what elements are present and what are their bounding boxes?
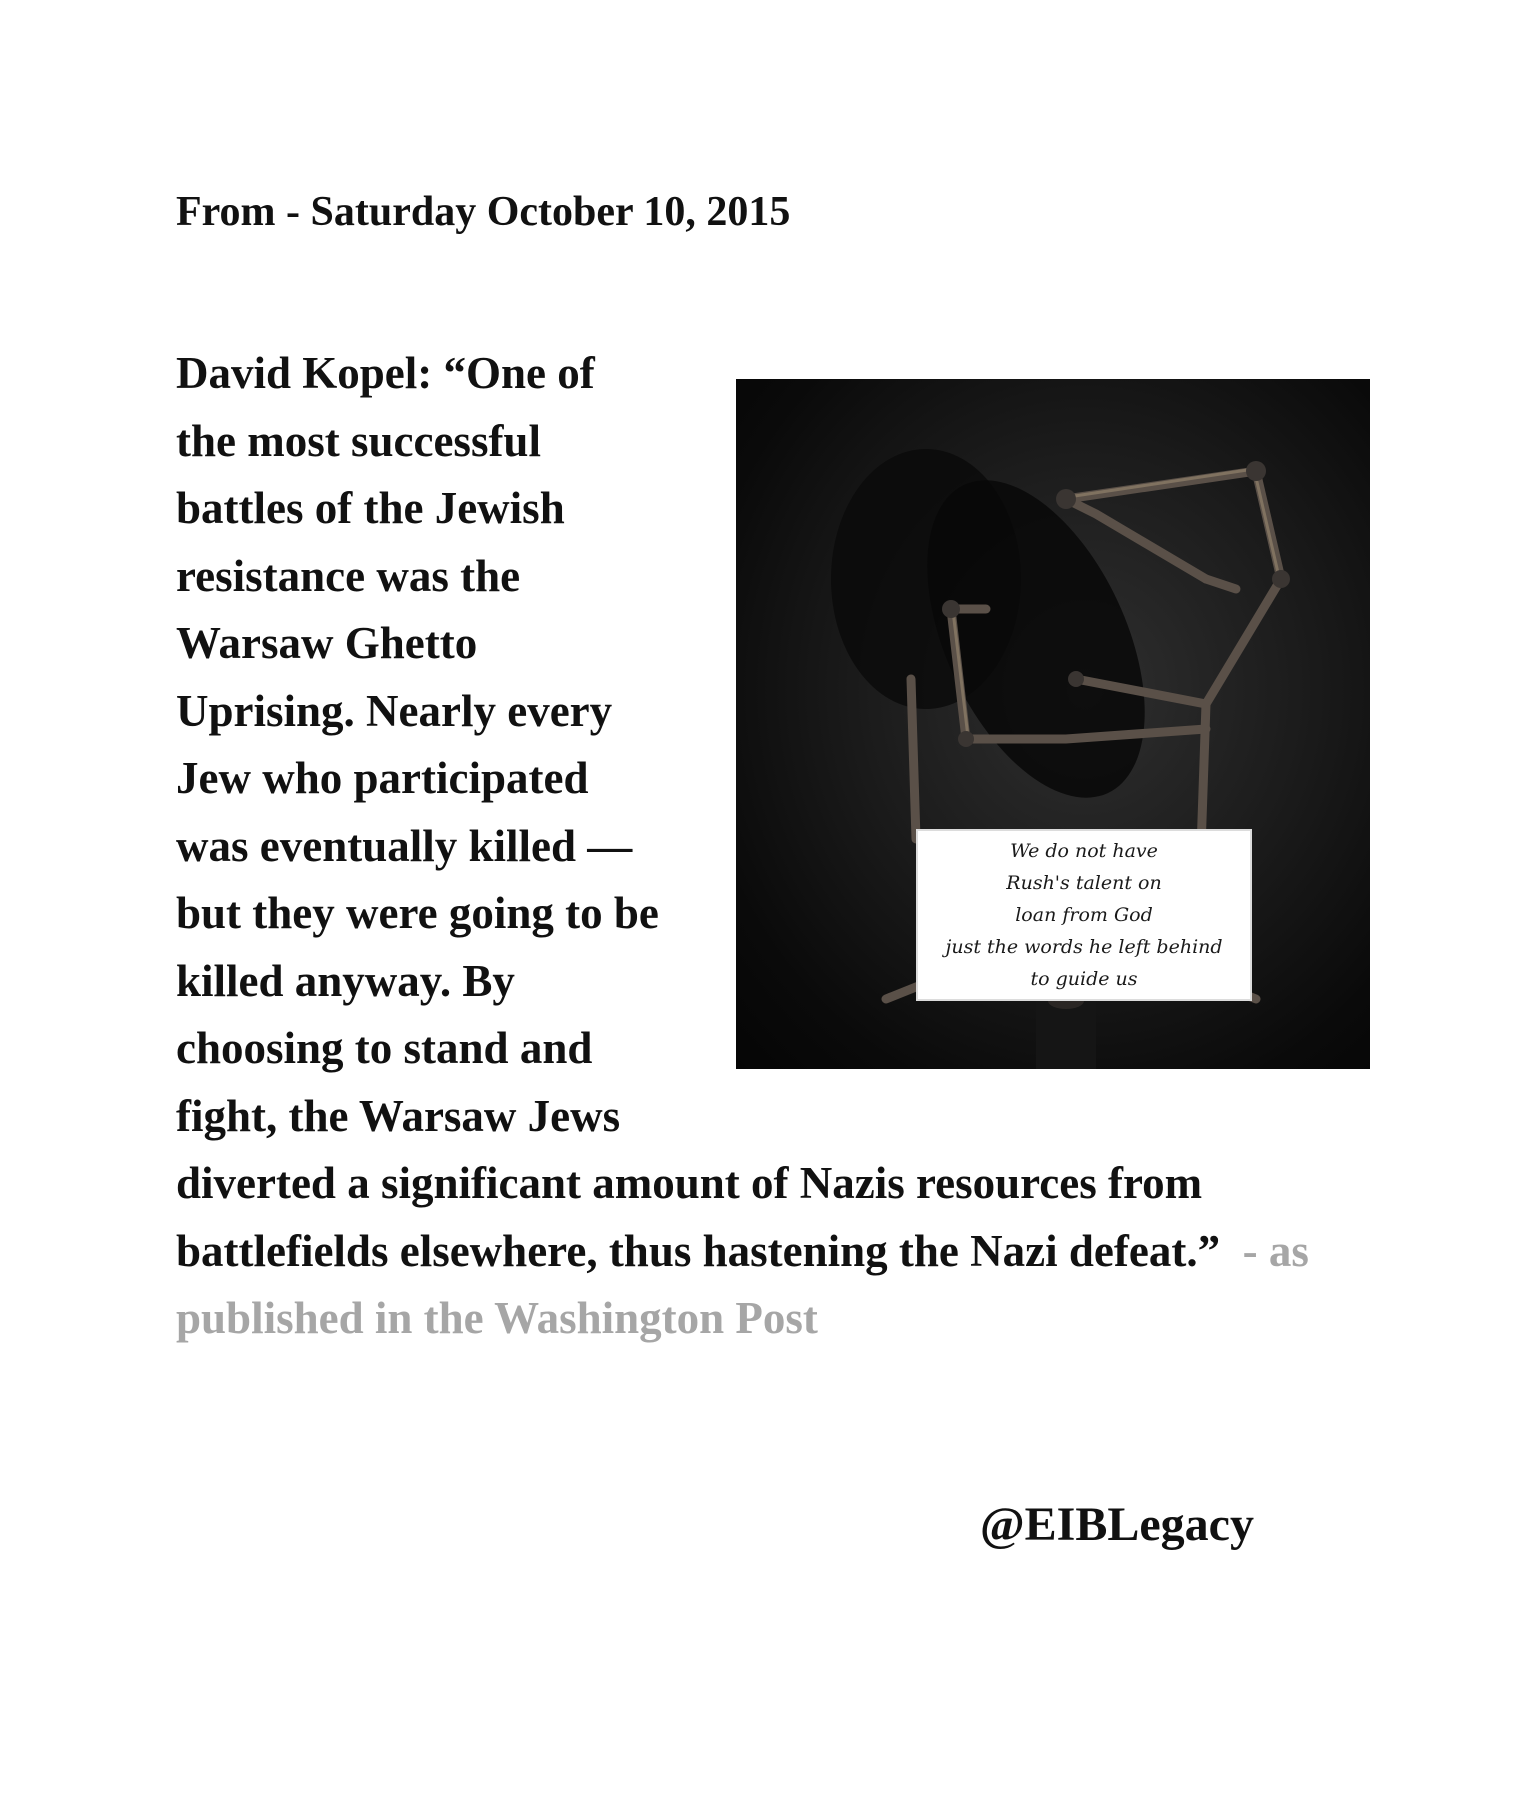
sign-line: loan from God	[1015, 904, 1153, 926]
sign-line: just the words he left behind	[945, 936, 1223, 958]
twitter-handle: @EIBLegacy	[980, 1498, 1254, 1551]
sign-line: to guide us	[1030, 968, 1138, 990]
quote-source: - as published in the Washington Post	[176, 1225, 1309, 1343]
sign-line: Rush's talent on	[1006, 872, 1162, 894]
quote-text: David Kopel: “One of the most successful battles of the Jewish resistance was the Warsaw Ghetto Uprising. Nearly every Jew who participated was eventually killed — but they were going to be killed anyway. By choosing to stand and fight, the Warsaw Jews diverted a significant amount of Nazis resources from battlefields elsewhere, thus hastening the Nazi defeat.”	[176, 348, 1221, 1276]
date-line: From - Saturday October 10, 2015	[176, 189, 791, 235]
quote-block	[176, 340, 1336, 1353]
sign-line: We do not have	[1010, 840, 1158, 862]
figure-space	[702, 380, 1336, 1070]
